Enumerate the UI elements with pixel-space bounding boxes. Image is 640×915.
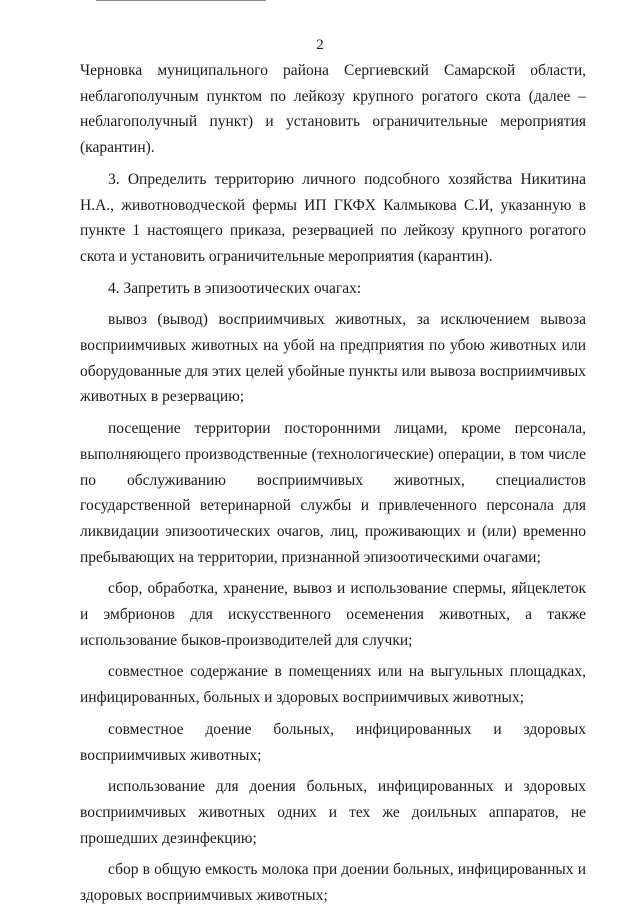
prohibition-milk-collection: сбор в общую емкость молока при доении больных, инфицированных и здоровых восприимчивых животных; — [80, 861, 586, 905]
prohibition-visits: посещение территории посторонними лицами, кроме персонала, выполняющего производственные (технологические) операции, в том числе по обслуживанию восприимчивых животных, специалистов государственной ветеринарной службы и привлеченного персонала для ликвидации эпизоотических очагов, лиц, проживающих и (или) временно пребывающих на территории, признанной эпизоотическими очагами; — [80, 420, 586, 566]
prohibition-joint-milking: совместное доение больных, инфицированных и здоровых восприимчивых животных; — [80, 720, 586, 764]
document-body — [80, 58, 586, 915]
paragraph-continuation: Черновка муниципального района Сергиевский Самарской области, неблагополучным пунктом по лейкозу крупного рогатого скота (далее – неблагополучный пункт) и установить ограничительные мероприятия (карантин). — [80, 62, 586, 157]
prohibition-export: вывоз (вывод) восприимчивых животных, за исключением вывоза восприимчивых животных на убой на предприятия по убою животных или оборудованные для этих целей убойные пункты или вывоза восприимчивых животных в резервацию; — [80, 311, 586, 406]
prohibition-joint-keeping: совместное содержание в помещениях или на выгульных площадках, инфицированных, больных и здоровых восприимчивых животных; — [80, 663, 586, 707]
prohibition-milking-machines: использование для доения больных, инфицированных и здоровых восприимчивых животных одних и тех же доильных аппаратов, не прошедших дезинфекцию; — [80, 778, 586, 847]
top-rule — [96, 0, 266, 1]
paragraph-item-4: 4. Запретить в эпизоотических очагах: — [108, 279, 362, 297]
page-number: 2 — [316, 37, 324, 53]
paragraph-item-3: 3. Определить территорию личного подсобного хозяйства Никитина Н.А., животноводческой фермы ИП ГКФХ Калмыкова С.И, указанную в пункте 1 настоящего приказа, резервацией по лейкозу крупного рогатого скота и установить ограничительные мероприятия (карантин). — [80, 170, 586, 265]
prohibition-sperm: сбор, обработка, хранение, вывоз и использование спермы, яйцеклеток и эмбрионов для искусственного осеменения животных, а также использование быков-производителей для случки; — [80, 580, 586, 649]
